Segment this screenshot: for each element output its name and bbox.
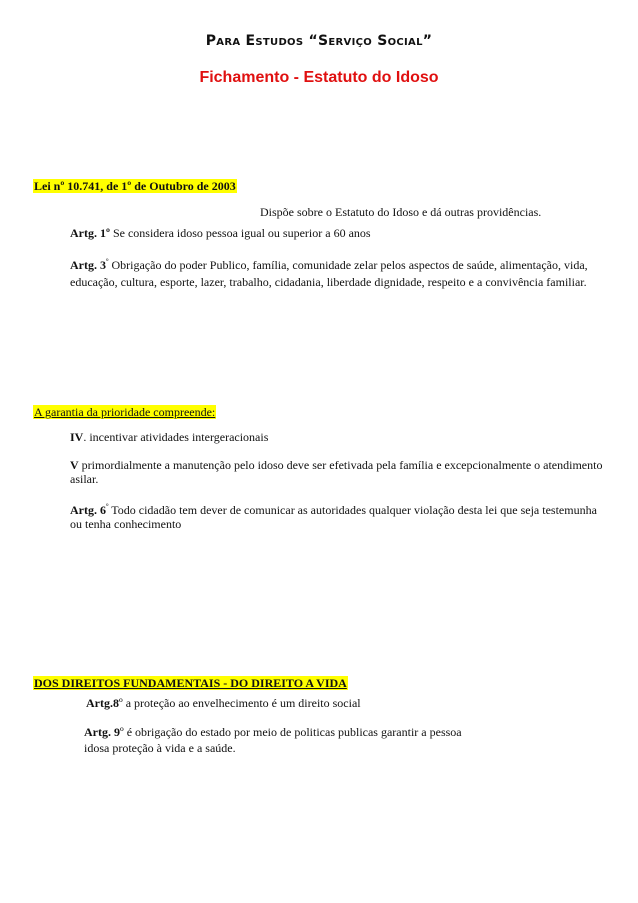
item-v-line1: primordialmente a manutenção pelo idoso deve ser efetivada pela família e excepcionalmente o atendimento xyxy=(78,458,603,472)
article-3-label: Artg. 3 xyxy=(70,258,106,272)
article-9-label: Artg. 9 xyxy=(84,725,120,739)
article-3-line2: educação, cultura, esporte, lazer, trabalho, cidadania, liberdade dignidade, respeito e a convivência familiar. xyxy=(70,275,587,289)
article-6-label: Artg. 6 xyxy=(70,503,106,517)
article-1-text: Se considera idoso pessoa igual ou superior a 60 anos xyxy=(109,226,371,240)
item-v-line2: asilar. xyxy=(70,472,99,486)
study-title: Para Estudos “Serviço Social” xyxy=(205,33,433,49)
law-heading: Lei nº 10.741, de 1º de Outubro de 2003 xyxy=(34,179,236,193)
law-heading-block xyxy=(33,177,237,195)
item-v-label: V xyxy=(70,458,79,472)
article-1 xyxy=(70,223,371,244)
article-8-text: º a proteção ao envelhecimento é um direito social xyxy=(119,696,361,710)
article-8 xyxy=(86,693,361,714)
article-3-ordinal: º xyxy=(106,257,109,266)
article-6-line1: Todo cidadão tem dever de comunicar as autoridades qualquer violação desta lei que seja testemunha xyxy=(108,503,597,517)
priority-heading-block xyxy=(33,403,216,421)
document-title: Fichamento - Estatuto do Idoso xyxy=(199,69,439,86)
item-iv-text: . incentivar atividades intergeracionais xyxy=(83,430,269,444)
article-3-line1: Obrigação do poder Publico, família, comunidade zelar pelos aspectos de saúde, alimentação, vida, xyxy=(108,258,588,272)
item-iv xyxy=(70,427,268,448)
fundamental-rights-heading: DOS DIREITOS FUNDAMENTAIS - DO DIREITO A VIDA xyxy=(34,676,347,690)
item-v xyxy=(70,455,602,476)
fundamental-rights-heading-block xyxy=(33,674,348,692)
article-6-line2: ou tenha conhecimento xyxy=(70,517,182,531)
article-1-label: Artg. 1º xyxy=(70,226,110,240)
article-6-ordinal: º xyxy=(106,502,109,511)
priority-heading: A garantia da prioridade compreende: xyxy=(34,405,216,419)
article-9-line2: idosa proteção à vida e a saúde. xyxy=(84,741,236,755)
article-8-label: Artg.8 xyxy=(86,696,119,710)
law-summary: Dispõe sobre o Estatuto do Idoso e dá outras providências. xyxy=(260,205,542,219)
article-9-line1: º é obrigação do estado por meio de politicas publicas garantir a pessoa xyxy=(120,725,462,739)
item-iv-label: IV xyxy=(70,430,84,444)
